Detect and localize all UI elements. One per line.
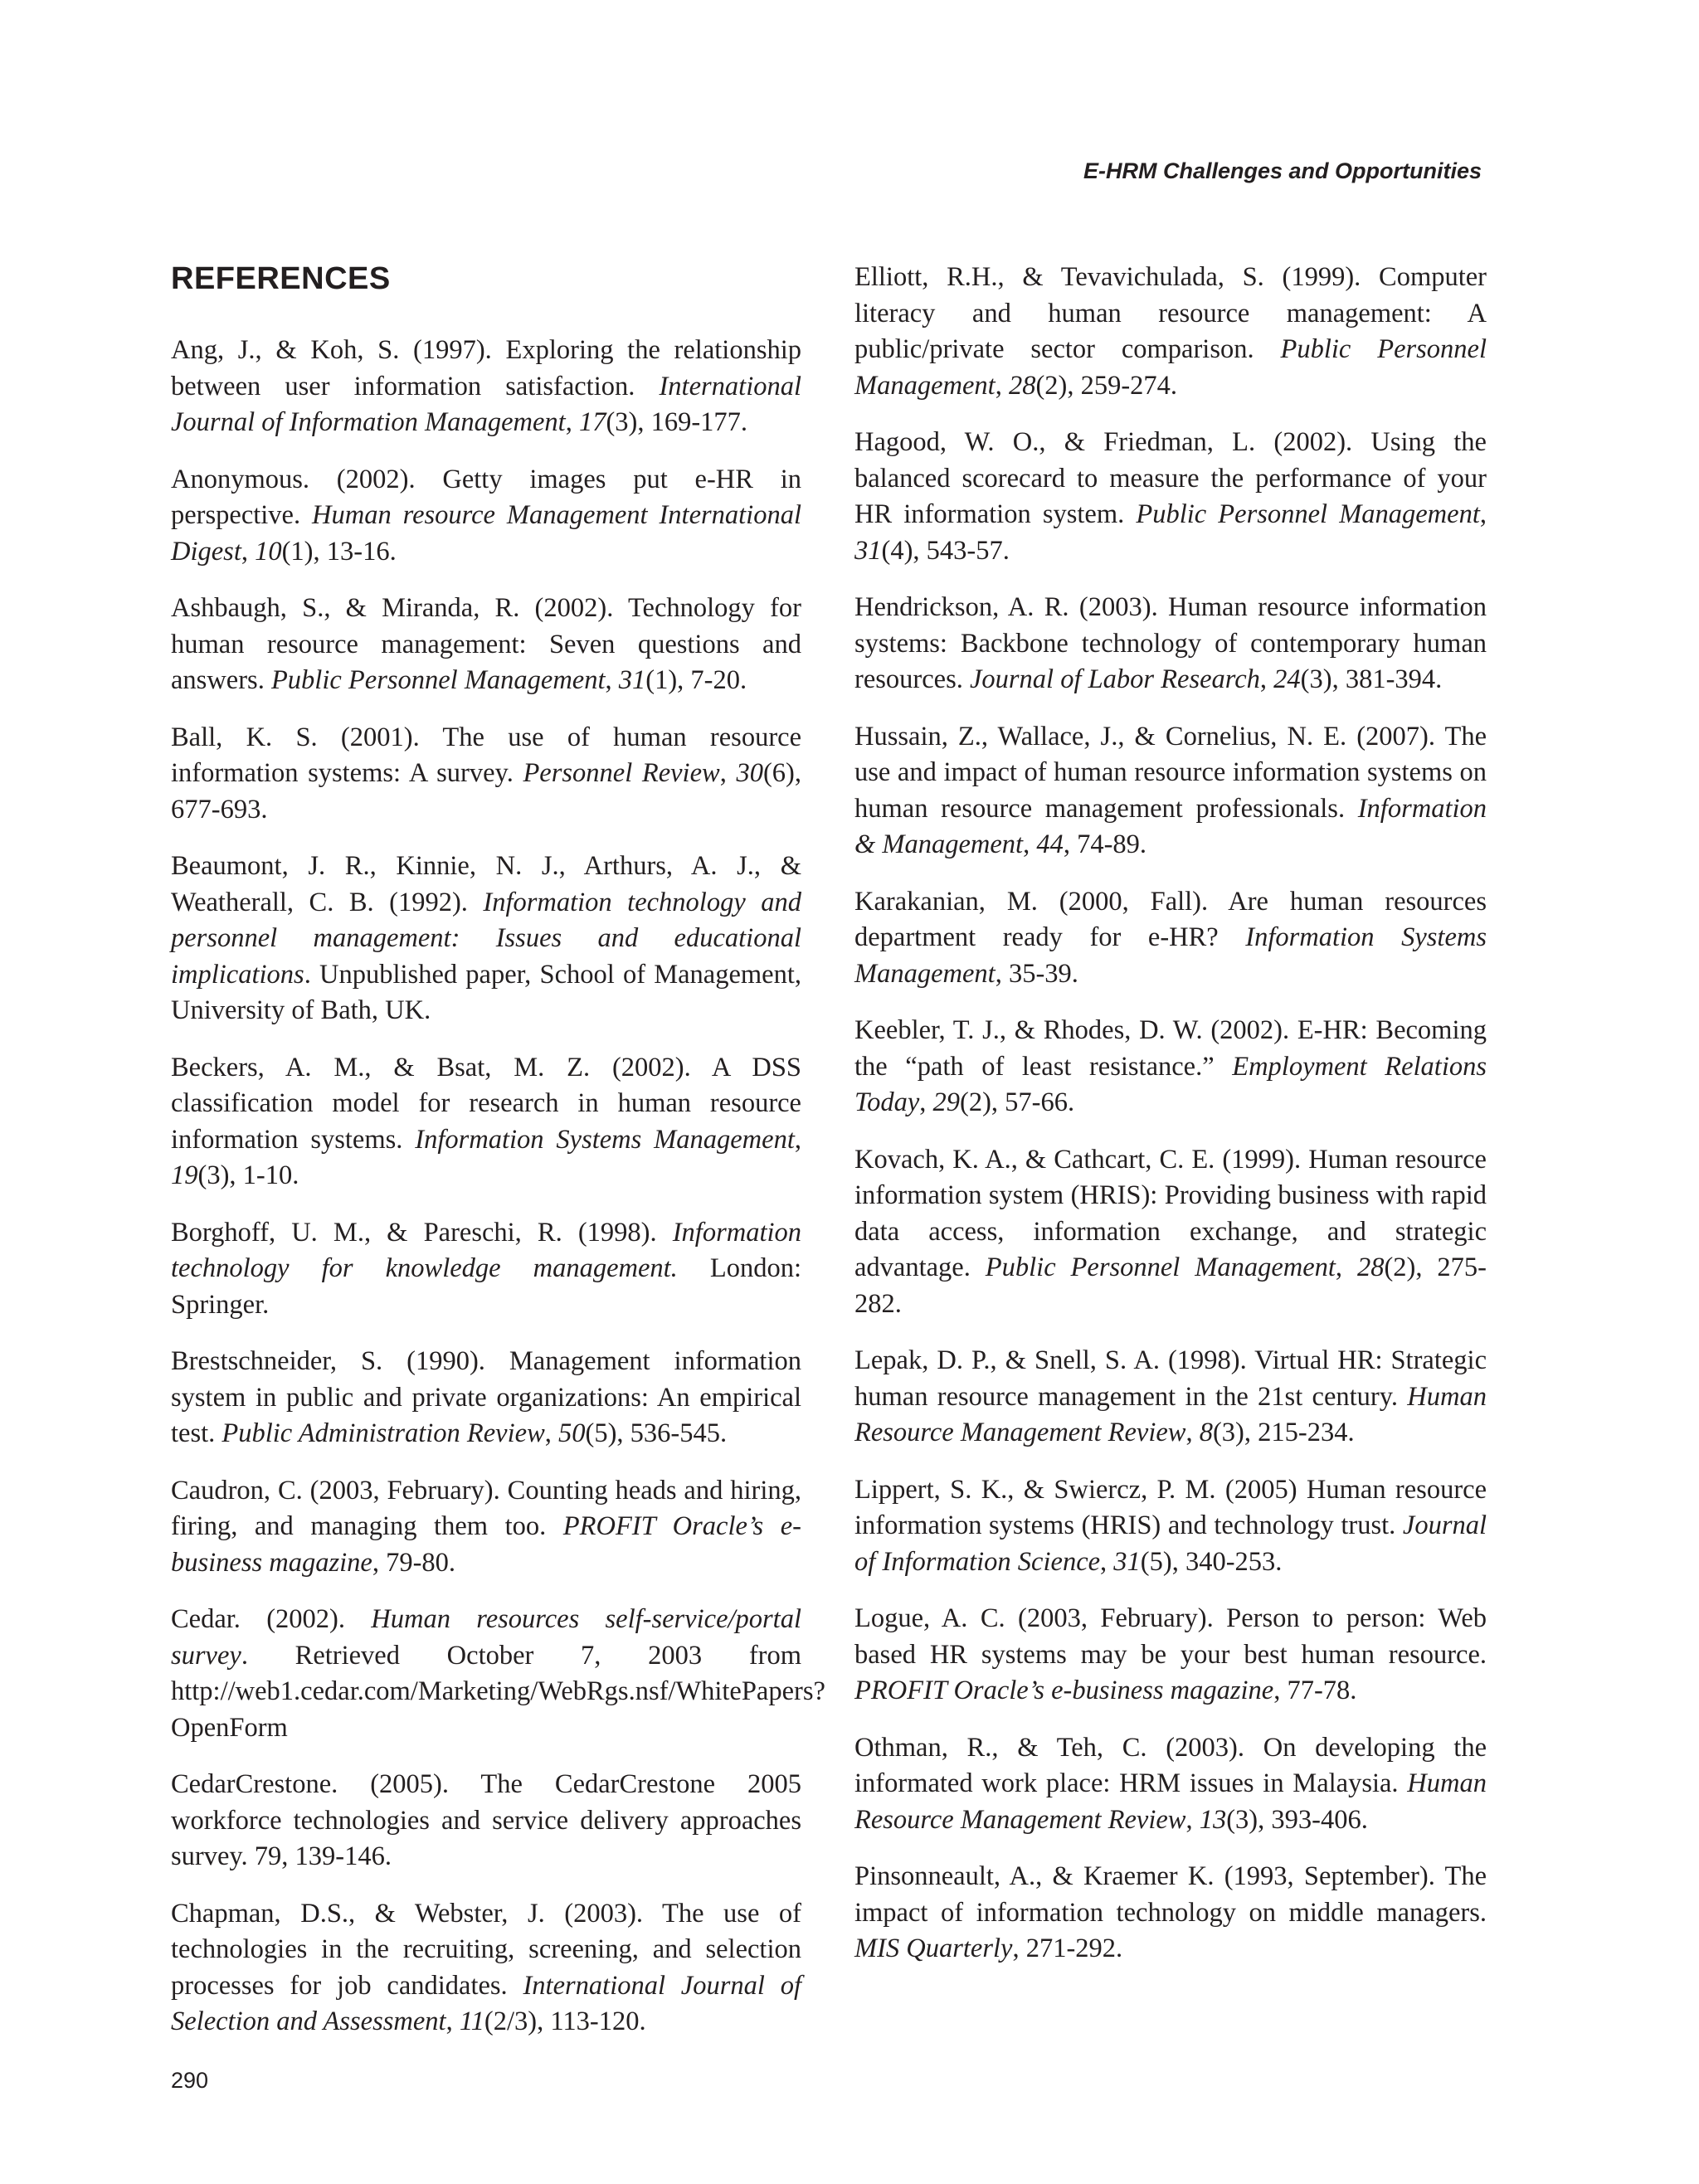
reference-italic-text: Public Administration Review [222,1418,545,1448]
reference-text: , [1185,1804,1200,1835]
reference-text: (3), 381-394. [1300,664,1443,694]
reference-italic-text: International Journal of Selection and Assessment [171,1970,801,2036]
reference-text: (4), 543-57. [881,535,1010,566]
reference-entry [171,591,801,699]
reference-italic-text: Information Systems Management [415,1124,795,1155]
reference-entry [854,1601,1487,1710]
reference-italic-text: 19 [171,1160,198,1190]
reference-italic-text: Information Systems Management [854,922,1487,989]
reference-entry [854,1142,1487,1323]
reference-text: Beaumont, J. R., Kinnie, N. J., Arthurs, A. J., & Weatherall, C. B. (1992). [171,851,801,917]
reference-text: , [1259,664,1274,694]
section-title: REFERENCES [171,261,391,296]
reference-text: Othman, R., & Teh, C. (2003). On developing the informated work place: HRM issues in Malaysia. [854,1732,1487,1798]
reference-italic-text: 30 [736,758,763,788]
reference-text: (2), 57-66. [960,1087,1075,1117]
reference-entry [171,1215,801,1324]
reference-text: (1), 13-16. [281,536,397,567]
reference-text: , [1335,1253,1357,1282]
reference-entry [854,1013,1487,1121]
reference-text: (3), 393-406. [1226,1804,1368,1835]
reference-italic-text: Human Resource Management Review [854,1381,1487,1447]
reference-entry [854,1730,1487,1839]
reference-entry [171,1473,801,1582]
reference-text: Ang, J., & Koh, S. (1997). Exploring the relationship between user information satisfaction. [171,335,801,401]
reference-text: (3), 169-177. [606,407,748,437]
reference-text: , [1023,829,1037,859]
reference-italic-text: 24 [1273,664,1301,694]
reference-italic-text: MIS Quarterly [854,1933,1013,1963]
reference-italic-text: Journal of Information Science [854,1510,1487,1577]
reference-text: , 35-39. [995,958,1078,989]
reference-entry [854,260,1487,404]
reference-italic-text: 29 [932,1087,961,1117]
reference-text: Chapman, D.S., & Webster, J. (2003). The use of technologies in the recruiting, screening, and selection processes for job candidates. [171,1898,801,2001]
reference-italic-text: 28 [1008,370,1036,401]
reference-text: (1), 7-20. [645,665,747,695]
reference-italic-text: 13 [1199,1804,1227,1835]
reference-text: . Retrieved October 7, 2003 from http://web1.cedar.com/Marketing/WebRgs.nsf/WhitePapers?OpenForm [171,1640,825,1743]
reference-italic-text: Public Personnel Management [985,1253,1336,1282]
reference-entry [854,1859,1487,1968]
reference-italic-text: 44 [1036,829,1064,859]
reference-text: Hendrickson, A. R. (2003). Human resource information systems: Backbone technology of contemporary human resources. [854,592,1487,694]
reference-italic-text: Journal of Labor Research [969,664,1260,694]
reference-italic-text: Public Personnel Management [270,665,606,695]
reference-entry [171,1602,825,1746]
reference-text: Ball, K. S. (2001). The use of human resource information systems: A survey. [171,722,801,788]
reference-text: Hussain, Z., Wallace, J., & Cornelius, N. E. (2007). The use and impact of human resource information systems on human resource management professionals. [854,721,1487,824]
reference-italic-text: 10 [255,536,282,567]
reference-text: Pinsonneault, A., & Kraemer K. (1993, September). The impact of information technology on middle managers. [854,1861,1487,1928]
reference-text: (2), 259-274. [1035,370,1178,401]
reference-entry [171,849,801,1029]
reference-text: , [241,536,256,567]
reference-entry [854,719,1487,863]
reference-italic-text: Information technology for knowledge management. [171,1217,801,1283]
reference-text: , [1479,499,1487,529]
reference-text: (5), 536-545. [585,1418,728,1448]
reference-text: Beckers, A. M., & Bsat, M. Z. (2002). A DSS classification model for research in human resource information systems. [171,1052,801,1155]
reference-italic-text: Human resources self-service/portal survey [171,1604,801,1671]
reference-text: Anonymous. (2002). Getty images put e-HR in perspective. [171,464,801,530]
reference-text: Lepak, D. P., & Snell, S. A. (1998). Virtual HR: Strategic human resource management in the 21st century. [854,1345,1487,1412]
reference-text: (3), 215-234. [1212,1418,1355,1447]
reference-text: . Unpublished paper, School of Management, University of Bath, UK. [171,959,801,1025]
reference-text: Elliott, R.H., & Tevavichulada, S. (1999). Computer literacy and human resource management: A public/private sector comparison. [854,262,1487,364]
reference-entry [171,462,801,571]
reference-italic-text: 50 [558,1418,586,1448]
reference-italic-text: International Journal of Information Management [171,371,801,437]
reference-entry [171,1896,801,2041]
reference-italic-text: Personnel Review [523,758,720,788]
reference-text: Borghoff, U. M., & Pareschi, R. (1998). [171,1217,673,1248]
reference-text: , [565,407,579,437]
reference-text: (3), 1-10. [197,1160,299,1190]
references-column-left [171,333,825,2061]
reference-text: , [1185,1418,1200,1447]
reference-text: (5), 340-253. [1140,1546,1283,1577]
reference-text: London: Springer. [171,1253,801,1320]
reference-text: , [719,758,737,788]
reference-entry [854,1343,1487,1452]
reference-entry [171,1767,801,1875]
reference-text: Kovach, K. A., & Cathcart, C. E. (1999). Human resource information system (HRIS): Providing business with rapid data access, information exchange, and strategic advantage. [854,1144,1487,1282]
reference-text: , [995,370,1009,401]
reference-text: , [445,2006,460,2036]
reference-text: (2), 275-282. [854,1253,1487,1319]
reference-text: , [919,1087,933,1117]
reference-italic-text: Human Resource Management Review [854,1768,1487,1835]
reference-text: Ashbaugh, S., & Miranda, R. (2002). Technology for human resource management: Seven questions and answers. [171,593,801,695]
reference-entry [171,720,801,829]
reference-italic-text: 31 [618,665,646,695]
reference-text: , [1100,1546,1114,1577]
reference-italic-text: 31 [1113,1546,1141,1577]
references-column-right [854,260,1487,1988]
reference-italic-text: Employment Relations Today [854,1051,1487,1117]
reference-text: Hagood, W. O., & Friedman, L. (2002). Using the balanced scorecard to measure the performance of your HR information system. [854,427,1487,529]
reference-entry [854,425,1487,569]
reference-text: (6), 677-693. [171,758,801,824]
reference-text: Karakanian, M. (2000, Fall). Are human resources department ready for e-HR? [854,886,1487,952]
reference-italic-text: 28 [1356,1253,1385,1282]
reference-italic-text: 11 [459,2006,484,2036]
running-header: E-HRM Challenges and Opportunities [1083,158,1482,183]
reference-text: Cedar. (2002). [171,1604,372,1634]
page-number: 290 [171,2068,209,2093]
reference-text: , 79-80. [372,1547,456,1578]
reference-entry [171,1050,801,1194]
reference-entry [854,884,1487,993]
reference-text: , [794,1124,801,1155]
reference-entry [171,1344,801,1452]
reference-text: CedarCrestone. (2005). The CedarCrestone 2005 workforce technologies and service delivery approaches survey. 79, 139-146. [171,1769,801,1871]
reference-italic-text: 31 [854,535,882,566]
reference-italic-text: Information technology and personnel management: Issues and educational implications [171,887,801,990]
reference-text: Lippert, S. K., & Swiercz, P. M. (2005) Human resource information systems (HRIS) and technology trust. [854,1474,1487,1540]
reference-entry [854,590,1487,698]
reference-italic-text: Public Personnel Management [854,334,1487,401]
reference-text: Keebler, T. J., & Rhodes, D. W. (2002). E-HR: Becoming the “path of least resistance.” [854,1015,1487,1082]
reference-italic-text: Public Personnel Management [1136,499,1480,529]
reference-italic-text: Human resource Management International Digest [171,500,801,567]
reference-text: , 74-89. [1063,829,1147,859]
reference-italic-text: 17 [578,407,606,437]
reference-text: (2/3), 113-120. [484,2006,646,2036]
reference-text: Caudron, C. (2003, February). Counting heads and hiring, firing, and managing them too. [171,1475,801,1541]
reference-entry [171,333,801,441]
reference-italic-text: PROFIT Oracle’s e-business magazine [854,1676,1274,1705]
reference-text: , 271-292. [1012,1933,1123,1963]
reference-text: , [605,665,619,695]
reference-text: Brestschneider, S. (1990). Management information system in public and private organizations: An empirical test. [171,1346,801,1448]
reference-entry [854,1472,1487,1581]
reference-italic-text: Information & Management [854,793,1487,859]
reference-text: , 77-78. [1273,1676,1357,1705]
reference-italic-text: 8 [1199,1418,1213,1447]
reference-text: Logue, A. C. (2003, February). Person to person: Web based HR systems may be your best human resource. [854,1603,1487,1670]
reference-italic-text: PROFIT Oracle’s e-business magazine [171,1511,801,1578]
reference-text: , [544,1418,558,1448]
